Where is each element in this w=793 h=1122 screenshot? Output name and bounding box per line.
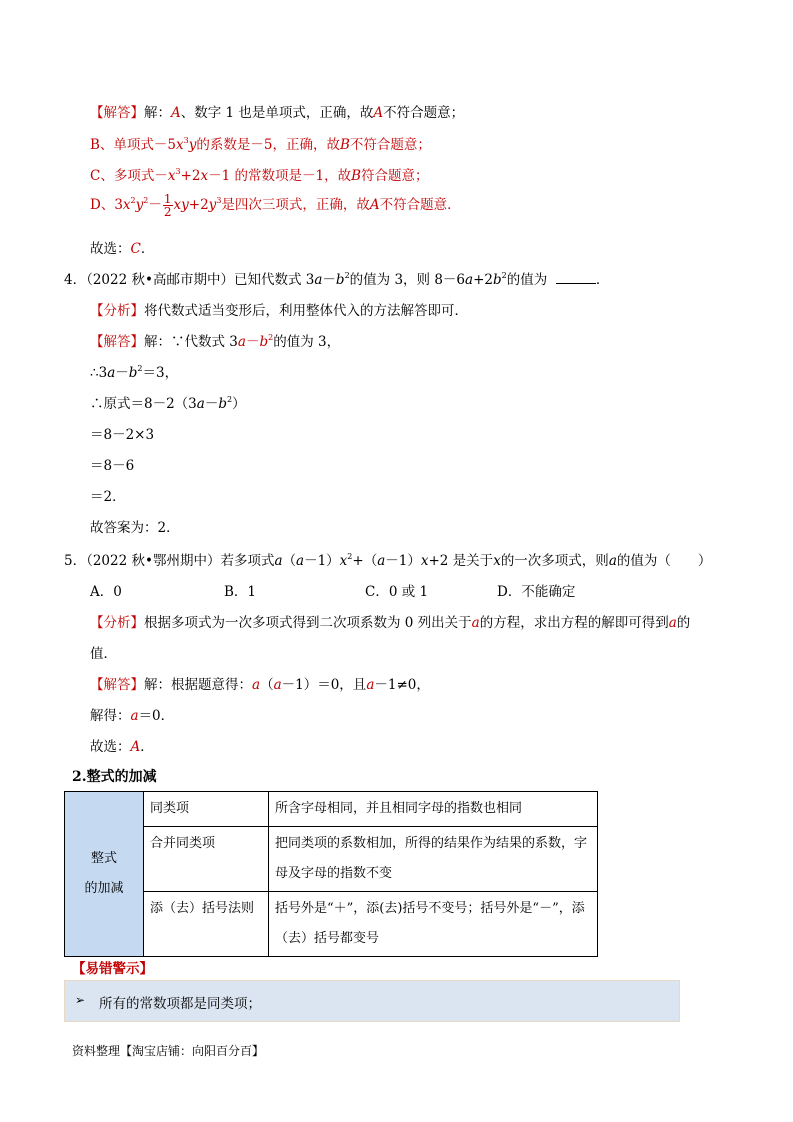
q3-answer-line-5 <box>90 237 154 257</box>
var: b <box>335 272 345 288</box>
text: 的值为 3， <box>273 334 341 350</box>
q5-answer-line-2 <box>90 704 174 724</box>
exponent: 2 <box>130 195 136 205</box>
summary-table <box>64 791 598 957</box>
text: － <box>245 334 260 350</box>
numerator: 1 <box>163 192 172 206</box>
var: y <box>208 197 217 213</box>
var: a <box>274 553 283 569</box>
q3-answer-line-3 <box>90 164 429 184</box>
table-head-line-1: 整式 <box>90 851 117 866</box>
table-head-line-2: 的加减 <box>84 881 124 896</box>
text: 故选： <box>90 739 131 755</box>
q4-answer-line-3 <box>90 392 246 412</box>
text: 的值为 <box>506 272 548 288</box>
var: x <box>200 168 209 184</box>
var: y <box>135 197 144 213</box>
text: 、数字 1 也是单项式，正确，故 <box>180 105 374 121</box>
exponent: 2 <box>143 195 149 205</box>
text: ． <box>140 739 154 755</box>
table-term-cell: 合并同类项 <box>144 827 269 892</box>
var: b <box>218 396 227 412</box>
q4-answer-line-7: 故答案为：2． <box>90 520 180 536</box>
text: 的值为（ ） <box>616 553 712 569</box>
text: －1） <box>385 553 421 569</box>
denominator: 2 <box>163 205 172 219</box>
table-desc-cell: 括号外是“＋”，添(去)括号不变号；括号外是“－”，添（去）括号都变号 <box>269 892 598 957</box>
text: 不符合题意． <box>379 197 461 213</box>
q4-answer-line-4: ＝8－2×3 <box>90 427 155 443</box>
table-desc-cell: 所含字母相同，并且相同字母的指数也相同 <box>269 792 598 827</box>
analysis-tag: 【分析】 <box>90 303 144 319</box>
q3-answer-line-4 <box>90 193 461 218</box>
text: －1≠0， <box>374 677 430 693</box>
var: a <box>366 677 375 693</box>
option-letter: D <box>90 197 101 213</box>
var: a <box>196 396 205 412</box>
text: 、多项式－ <box>100 168 168 184</box>
var: a <box>237 334 246 350</box>
exponent: 2 <box>501 270 507 280</box>
var: b <box>492 272 502 288</box>
text: －1）＝0，且 <box>281 677 367 693</box>
text: ＝3， <box>142 365 179 381</box>
section-heading: 2.整式的加减 <box>72 769 157 785</box>
text: +2 <box>188 197 209 213</box>
warning-title: 【易错警示】 <box>72 961 153 977</box>
q4-answer-line-2 <box>90 361 178 381</box>
exponent: 2 <box>344 270 350 280</box>
text: +2 <box>180 168 201 184</box>
answer-tag: 【解答】 <box>90 677 144 693</box>
var: a <box>314 272 323 288</box>
warning-item: 所有的常数项都是同类项； <box>99 996 261 1012</box>
exponent: 3 <box>183 135 189 145</box>
table-row <box>65 792 598 827</box>
answer-tag: 【解答】 <box>90 105 144 121</box>
text: 故选： <box>90 241 131 257</box>
var: a <box>273 677 282 693</box>
exponent: 2 <box>137 363 143 373</box>
answer-blank <box>556 271 596 284</box>
option-letter: B <box>339 137 350 153</box>
text: 、3 <box>100 197 123 213</box>
text: － <box>322 272 336 288</box>
text: +2 是关于 <box>428 553 494 569</box>
q3-answer-line-2 <box>90 133 431 153</box>
option-b: B．1 <box>224 584 257 600</box>
option-letter: A <box>130 739 141 755</box>
var: y <box>188 137 197 153</box>
var: xy <box>173 197 189 213</box>
q4-answer-line-1 <box>90 330 340 350</box>
text: 4．（2022 秋•高邮市期中）已知代数式 3 <box>64 272 315 288</box>
text: 解：∵代数式 3 <box>144 334 238 350</box>
q5-answer-line-3 <box>90 735 154 755</box>
var: b <box>128 365 138 381</box>
var: x <box>122 197 131 213</box>
var: x <box>167 168 176 184</box>
text: －1） <box>304 553 340 569</box>
var: b <box>259 334 269 350</box>
var: a <box>296 553 305 569</box>
text: +2 <box>473 272 493 288</box>
text: 不符合题意； <box>383 105 465 121</box>
var: a <box>252 677 261 693</box>
text: ∴3 <box>90 365 108 381</box>
option-letter: A <box>373 105 384 121</box>
q3-answer-line-1 <box>90 101 464 121</box>
option-c: C．0 或 1 <box>365 584 429 600</box>
var: x <box>420 553 429 569</box>
text: （ <box>260 677 274 693</box>
text: 的值为 3，则 8－6 <box>349 272 466 288</box>
text: +（ <box>352 553 378 569</box>
var: a <box>668 615 677 631</box>
text: 是四次三项式，正确，故 <box>221 197 370 213</box>
q5-analysis-line-1 <box>90 611 690 631</box>
text: 的一次多项式，则 <box>500 553 609 569</box>
q4-analysis <box>90 299 468 319</box>
option-letter: A <box>171 105 181 121</box>
text: ∴原式＝8－2（3 <box>90 396 197 412</box>
text: 、单项式－5 <box>99 137 177 153</box>
var: a <box>465 272 474 288</box>
text: 不符合题意； <box>349 137 431 153</box>
table-row <box>65 892 598 957</box>
exponent: 3 <box>216 195 222 205</box>
text: ） <box>232 396 246 412</box>
text: ． <box>595 272 610 288</box>
text: 将代数式适当变形后，利用整体代入的方法解答即可． <box>144 303 468 319</box>
text: 根据多项式为一次多项式得到二次项系数为 0 列出关于 <box>144 615 472 631</box>
option-a: A．0 <box>90 584 122 600</box>
text: 5．（2022 秋•鄂州期中）若多项式 <box>64 553 275 569</box>
table-row <box>65 827 598 892</box>
exponent: 2 <box>268 332 274 342</box>
exponent: 2 <box>347 551 353 561</box>
option-letter: C <box>90 168 101 184</box>
text: 符合题意； <box>361 168 429 184</box>
var: x <box>339 553 348 569</box>
q4-answer-line-6: ＝2． <box>90 489 126 505</box>
option-letter: B <box>90 137 100 153</box>
var: a <box>608 553 617 569</box>
var: a <box>377 553 386 569</box>
exponent: 2 <box>227 394 233 404</box>
option-letter: B <box>351 168 361 184</box>
fraction <box>163 193 173 218</box>
table-term-cell: 添（去）括号法则 <box>144 892 269 957</box>
var: a <box>471 615 480 631</box>
answer-tag: 【解答】 <box>90 334 144 350</box>
text: 解：根据题意得： <box>144 677 252 693</box>
option-letter: C <box>130 241 141 257</box>
q5-answer-line-1 <box>90 673 430 693</box>
text: 的方程，求出方程的解即可得到 <box>479 615 669 631</box>
q4-stem <box>64 268 609 288</box>
analysis-tag: 【分析】 <box>90 615 144 631</box>
q4-answer-line-5: ＝8－6 <box>90 458 135 474</box>
text: 的系数是－5，正确，故 <box>196 137 340 153</box>
warning-box <box>64 980 680 1022</box>
var: a <box>130 708 139 724</box>
text: 解得： <box>90 708 131 724</box>
q5-analysis-line-2: 值． <box>90 646 117 662</box>
text: － <box>204 396 219 412</box>
exponent: 3 <box>175 166 181 176</box>
table-desc-cell: 把同类项的系数相加，所得的结果作为结果的系数，字母及字母的指数不变 <box>269 827 598 892</box>
text: （ <box>282 553 297 569</box>
var: x <box>176 137 184 153</box>
text: － <box>148 197 162 213</box>
text: 解： <box>144 105 171 121</box>
option-d: D．不能确定 <box>497 584 576 600</box>
option-letter: A <box>369 197 380 213</box>
table-term-cell: 同类项 <box>144 792 269 827</box>
table-head-cell <box>65 792 144 957</box>
var: x <box>493 553 501 569</box>
text: －1 的常数项是－1，故 <box>208 168 352 184</box>
text: － <box>115 365 129 381</box>
var: a <box>107 365 116 381</box>
text: 的 <box>676 615 691 631</box>
text: ． <box>140 241 155 257</box>
bullet-arrow-icon: ➢ <box>75 993 86 1007</box>
page-footer: 资料整理【淘宝店铺：向阳百分百】 <box>72 1044 265 1058</box>
text: ＝0． <box>138 708 175 724</box>
q5-stem <box>64 549 711 569</box>
